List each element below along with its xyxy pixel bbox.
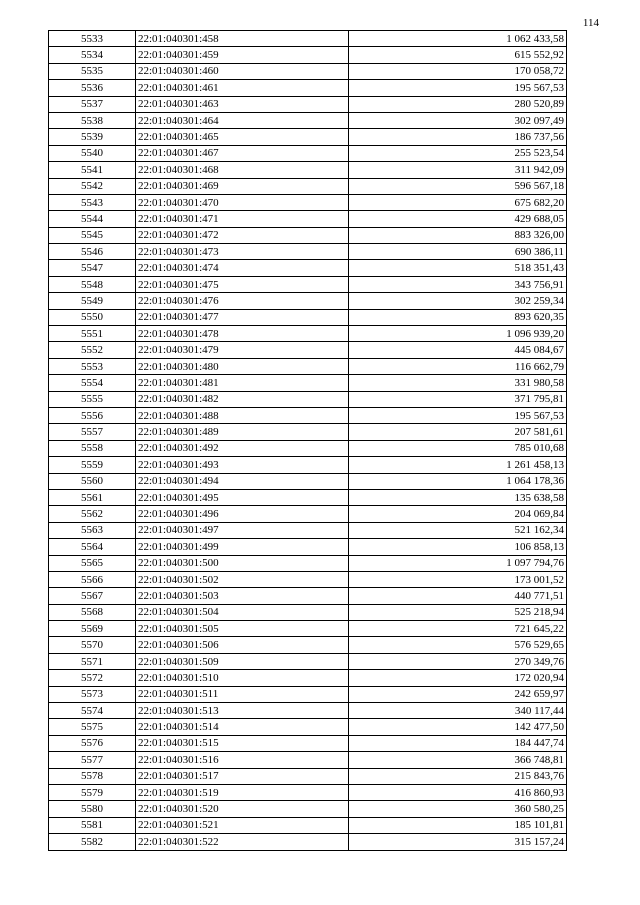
- row-number-cell: 5562: [49, 506, 136, 522]
- row-number-cell: 5569: [49, 621, 136, 637]
- cadastral-number-cell: 22:01:040301:482: [136, 391, 349, 407]
- row-number-cell: 5552: [49, 342, 136, 358]
- cadastral-value-cell: 116 662,79: [349, 358, 567, 374]
- cadastral-number-cell: 22:01:040301:480: [136, 358, 349, 374]
- table-row: [49, 489, 567, 505]
- row-number-cell: 5571: [49, 653, 136, 669]
- row-number-cell: 5553: [49, 358, 136, 374]
- table-row: [49, 801, 567, 817]
- cadastral-value-cell: 170 058,72: [349, 63, 567, 79]
- row-number-cell: 5534: [49, 47, 136, 63]
- row-number-cell: 5541: [49, 162, 136, 178]
- cadastral-number-cell: 22:01:040301:473: [136, 244, 349, 260]
- table-row: [49, 178, 567, 194]
- table-row: [49, 588, 567, 604]
- cadastral-value-cell: 302 097,49: [349, 112, 567, 128]
- cadastral-number-cell: 22:01:040301:505: [136, 621, 349, 637]
- cadastral-value-cell: 721 645,22: [349, 621, 567, 637]
- cadastral-value-cell: 525 218,94: [349, 604, 567, 620]
- cadastral-value-cell: 204 069,84: [349, 506, 567, 522]
- table-row: [49, 506, 567, 522]
- cadastral-value-cell: 1 062 433,58: [349, 31, 567, 47]
- cadastral-value-cell: 1 261 458,13: [349, 457, 567, 473]
- cadastral-value-cell: 270 349,76: [349, 653, 567, 669]
- table-row: [49, 162, 567, 178]
- cadastral-value-cell: 340 117,44: [349, 703, 567, 719]
- cadastral-value-cell: 186 737,56: [349, 129, 567, 145]
- table-row: [49, 244, 567, 260]
- cadastral-value-cell: 1 064 178,36: [349, 473, 567, 489]
- cadastral-value-cell: 883 326,00: [349, 227, 567, 243]
- table-row: [49, 703, 567, 719]
- cadastral-number-cell: 22:01:040301:514: [136, 719, 349, 735]
- table-row: [49, 80, 567, 96]
- table-row: [49, 571, 567, 587]
- cadastral-value-cell: 785 010,68: [349, 440, 567, 456]
- table-row: [49, 47, 567, 63]
- table-row: [49, 31, 567, 47]
- row-number-cell: 5564: [49, 539, 136, 555]
- cadastral-value-cell: 615 552,92: [349, 47, 567, 63]
- cadastral-number-cell: 22:01:040301:463: [136, 96, 349, 112]
- cadastral-number-cell: 22:01:040301:519: [136, 784, 349, 800]
- cadastral-number-cell: 22:01:040301:506: [136, 637, 349, 653]
- cadastral-value-cell: 106 858,13: [349, 539, 567, 555]
- row-number-cell: 5546: [49, 244, 136, 260]
- cadastral-number-cell: 22:01:040301:489: [136, 424, 349, 440]
- cadastral-value-cell: 440 771,51: [349, 588, 567, 604]
- cadastral-number-cell: 22:01:040301:476: [136, 293, 349, 309]
- row-number-cell: 5557: [49, 424, 136, 440]
- cadastral-number-cell: 22:01:040301:471: [136, 211, 349, 227]
- table-row: [49, 227, 567, 243]
- cadastral-value-cell: 518 351,43: [349, 260, 567, 276]
- table-row: [49, 473, 567, 489]
- cadastral-value-cell: 596 567,18: [349, 178, 567, 194]
- cadastral-number-cell: 22:01:040301:469: [136, 178, 349, 194]
- table-row: [49, 260, 567, 276]
- table-row: [49, 424, 567, 440]
- table-row: [49, 735, 567, 751]
- cadastral-number-cell: 22:01:040301:522: [136, 834, 349, 850]
- cadastral-number-cell: 22:01:040301:516: [136, 752, 349, 768]
- cadastral-value-cell: 311 942,09: [349, 162, 567, 178]
- cadastral-value-cell: 185 101,81: [349, 817, 567, 833]
- row-number-cell: 5578: [49, 768, 136, 784]
- cadastral-number-cell: 22:01:040301:496: [136, 506, 349, 522]
- table-row: [49, 768, 567, 784]
- cadastral-value-cell: 331 980,58: [349, 375, 567, 391]
- cadastral-number-cell: 22:01:040301:461: [136, 80, 349, 96]
- row-number-cell: 5572: [49, 670, 136, 686]
- table-row: [49, 686, 567, 702]
- cadastral-value-cell: 195 567,53: [349, 80, 567, 96]
- cadastral-number-cell: 22:01:040301:467: [136, 145, 349, 161]
- cadastral-number-cell: 22:01:040301:502: [136, 571, 349, 587]
- cadastral-number-cell: 22:01:040301:472: [136, 227, 349, 243]
- cadastral-value-cell: 184 447,74: [349, 735, 567, 751]
- cadastral-number-cell: 22:01:040301:460: [136, 63, 349, 79]
- table-row: [49, 817, 567, 833]
- table-row: [49, 375, 567, 391]
- cadastral-number-cell: 22:01:040301:510: [136, 670, 349, 686]
- cadastral-value-cell: 315 157,24: [349, 834, 567, 850]
- table-row: [49, 391, 567, 407]
- cadastral-number-cell: 22:01:040301:521: [136, 817, 349, 833]
- table-row: [49, 752, 567, 768]
- row-number-cell: 5567: [49, 588, 136, 604]
- table-row: [49, 621, 567, 637]
- row-number-cell: 5543: [49, 194, 136, 210]
- row-number-cell: 5570: [49, 637, 136, 653]
- cadastral-value-cell: 302 259,34: [349, 293, 567, 309]
- row-number-cell: 5536: [49, 80, 136, 96]
- cadastral-value-cell: 675 682,20: [349, 194, 567, 210]
- table-row: [49, 604, 567, 620]
- table-row: [49, 276, 567, 292]
- table-row: [49, 653, 567, 669]
- cadastral-number-cell: 22:01:040301:497: [136, 522, 349, 538]
- table-row: [49, 440, 567, 456]
- cadastral-number-cell: 22:01:040301:465: [136, 129, 349, 145]
- cadastral-number-cell: 22:01:040301:459: [136, 47, 349, 63]
- table-row: [49, 719, 567, 735]
- table-row: [49, 211, 567, 227]
- cadastral-number-cell: 22:01:040301:464: [136, 112, 349, 128]
- cadastral-number-cell: 22:01:040301:474: [136, 260, 349, 276]
- cadastral-value-cell: 690 386,11: [349, 244, 567, 260]
- table-row: [49, 63, 567, 79]
- cadastral-number-cell: 22:01:040301:470: [136, 194, 349, 210]
- cadastral-number-cell: 22:01:040301:503: [136, 588, 349, 604]
- cadastral-number-cell: 22:01:040301:520: [136, 801, 349, 817]
- table-row: [49, 834, 567, 850]
- row-number-cell: 5547: [49, 260, 136, 276]
- cadastral-number-cell: 22:01:040301:517: [136, 768, 349, 784]
- page-number: 114: [582, 17, 599, 29]
- cadastral-number-cell: 22:01:040301:479: [136, 342, 349, 358]
- row-number-cell: 5563: [49, 522, 136, 538]
- table-row: [49, 539, 567, 555]
- cadastral-number-cell: 22:01:040301:509: [136, 653, 349, 669]
- cadastral-value-cell: 215 843,76: [349, 768, 567, 784]
- cadastral-value-cell: 429 688,05: [349, 211, 567, 227]
- cadastral-number-cell: 22:01:040301:481: [136, 375, 349, 391]
- cadastral-number-cell: 22:01:040301:511: [136, 686, 349, 702]
- cadastral-value-cell: 242 659,97: [349, 686, 567, 702]
- table-row: [49, 784, 567, 800]
- row-number-cell: 5582: [49, 834, 136, 850]
- table-row: [49, 457, 567, 473]
- table-row: [49, 309, 567, 325]
- row-number-cell: 5535: [49, 63, 136, 79]
- table-row: [49, 555, 567, 571]
- cadastral-value-cell: 576 529,65: [349, 637, 567, 653]
- table-row: [49, 407, 567, 423]
- row-number-cell: 5539: [49, 129, 136, 145]
- cadastral-value-cell: 255 523,54: [349, 145, 567, 161]
- row-number-cell: 5573: [49, 686, 136, 702]
- cadastral-value-cell: 416 860,93: [349, 784, 567, 800]
- cadastral-number-cell: 22:01:040301:493: [136, 457, 349, 473]
- row-number-cell: 5542: [49, 178, 136, 194]
- table-row: [49, 112, 567, 128]
- table-body: [49, 31, 567, 851]
- cadastral-value-cell: 360 580,25: [349, 801, 567, 817]
- cadastral-value-cell: 135 638,58: [349, 489, 567, 505]
- cadastral-value-cell: 371 795,81: [349, 391, 567, 407]
- cadastral-number-cell: 22:01:040301:488: [136, 407, 349, 423]
- cadastral-number-cell: 22:01:040301:513: [136, 703, 349, 719]
- row-number-cell: 5545: [49, 227, 136, 243]
- row-number-cell: 5561: [49, 489, 136, 505]
- table-row: [49, 96, 567, 112]
- cadastral-number-cell: 22:01:040301:477: [136, 309, 349, 325]
- cadastral-number-cell: 22:01:040301:500: [136, 555, 349, 571]
- row-number-cell: 5568: [49, 604, 136, 620]
- table-row: [49, 194, 567, 210]
- cadastral-value-cell: 1 096 939,20: [349, 326, 567, 342]
- cadastral-value-cell: 280 520,89: [349, 96, 567, 112]
- cadastral-number-cell: 22:01:040301:515: [136, 735, 349, 751]
- cadastral-value-cell: 366 748,81: [349, 752, 567, 768]
- cadastral-number-cell: 22:01:040301:492: [136, 440, 349, 456]
- cadastral-value-cell: 207 581,61: [349, 424, 567, 440]
- cadastral-value-cell: 893 620,35: [349, 309, 567, 325]
- row-number-cell: 5559: [49, 457, 136, 473]
- row-number-cell: 5577: [49, 752, 136, 768]
- row-number-cell: 5580: [49, 801, 136, 817]
- cadastral-number-cell: 22:01:040301:475: [136, 276, 349, 292]
- cadastral-value-cell: 173 001,52: [349, 571, 567, 587]
- row-number-cell: 5533: [49, 31, 136, 47]
- row-number-cell: 5574: [49, 703, 136, 719]
- row-number-cell: 5540: [49, 145, 136, 161]
- row-number-cell: 5551: [49, 326, 136, 342]
- row-number-cell: 5556: [49, 407, 136, 423]
- table-row: [49, 358, 567, 374]
- cadastral-number-cell: 22:01:040301:499: [136, 539, 349, 555]
- row-number-cell: 5555: [49, 391, 136, 407]
- table-row: [49, 326, 567, 342]
- cadastral-number-cell: 22:01:040301:495: [136, 489, 349, 505]
- row-number-cell: 5565: [49, 555, 136, 571]
- table-row: [49, 522, 567, 538]
- cadastral-value-cell: 343 756,91: [349, 276, 567, 292]
- cadastral-number-cell: 22:01:040301:468: [136, 162, 349, 178]
- cadastral-number-cell: 22:01:040301:458: [136, 31, 349, 47]
- row-number-cell: 5558: [49, 440, 136, 456]
- row-number-cell: 5538: [49, 112, 136, 128]
- row-number-cell: 5537: [49, 96, 136, 112]
- row-number-cell: 5579: [49, 784, 136, 800]
- table-row: [49, 637, 567, 653]
- table-row: [49, 293, 567, 309]
- row-number-cell: 5554: [49, 375, 136, 391]
- row-number-cell: 5576: [49, 735, 136, 751]
- cadastral-value-cell: 445 084,67: [349, 342, 567, 358]
- cadastral-value-table: [48, 30, 567, 851]
- row-number-cell: 5560: [49, 473, 136, 489]
- row-number-cell: 5548: [49, 276, 136, 292]
- row-number-cell: 5544: [49, 211, 136, 227]
- cadastral-number-cell: 22:01:040301:478: [136, 326, 349, 342]
- table-row: [49, 129, 567, 145]
- row-number-cell: 5575: [49, 719, 136, 735]
- cadastral-value-cell: 1 097 794,76: [349, 555, 567, 571]
- row-number-cell: 5550: [49, 309, 136, 325]
- cadastral-number-cell: 22:01:040301:504: [136, 604, 349, 620]
- row-number-cell: 5566: [49, 571, 136, 587]
- table-row: [49, 670, 567, 686]
- cadastral-value-cell: 172 020,94: [349, 670, 567, 686]
- row-number-cell: 5581: [49, 817, 136, 833]
- cadastral-value-cell: 142 477,50: [349, 719, 567, 735]
- cadastral-value-cell: 521 162,34: [349, 522, 567, 538]
- cadastral-number-cell: 22:01:040301:494: [136, 473, 349, 489]
- table-row: [49, 342, 567, 358]
- cadastral-value-cell: 195 567,53: [349, 407, 567, 423]
- row-number-cell: 5549: [49, 293, 136, 309]
- table-row: [49, 145, 567, 161]
